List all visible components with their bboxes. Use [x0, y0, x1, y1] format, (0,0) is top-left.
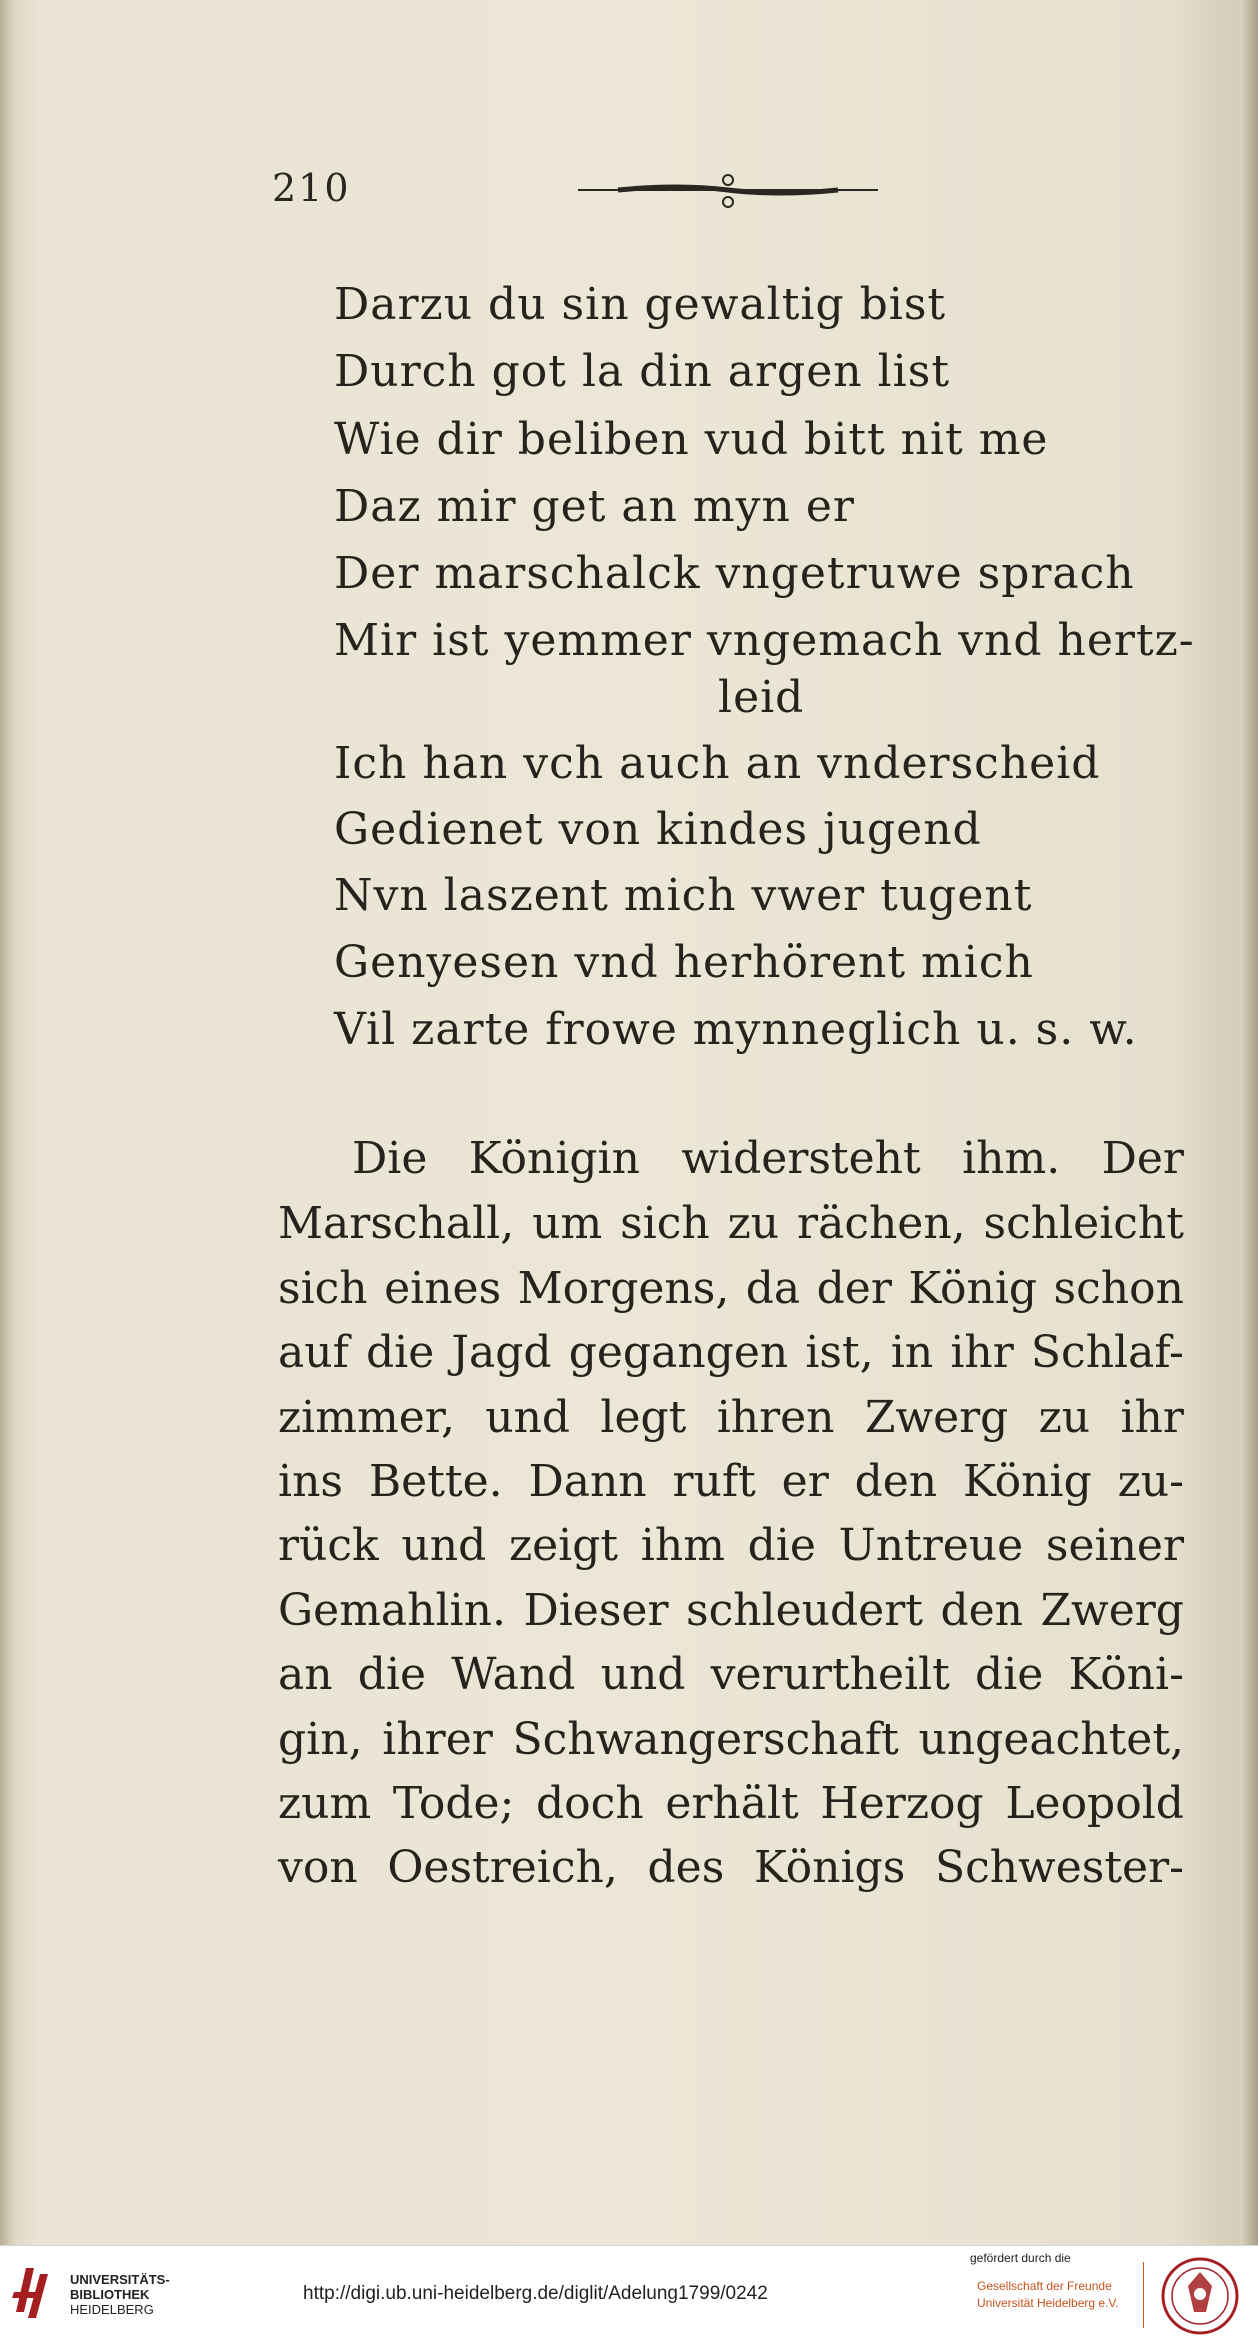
- sponsor-name-line: Gesellschaft der Freunde: [977, 2279, 1112, 2293]
- permalink-url[interactable]: http://digi.ub.uni-heidelberg.de/diglit/Adelung1799/0242: [303, 2283, 768, 2304]
- word: sich: [620, 1198, 710, 1249]
- page-number: 210: [272, 166, 351, 210]
- prose-line: [278, 1585, 1184, 1636]
- word: erhält: [665, 1778, 799, 1829]
- verse-line: Nvn laszent mich vwer tugent: [334, 870, 1033, 921]
- word: Bette.: [368, 1456, 503, 1507]
- word: Marschall,: [278, 1198, 515, 1249]
- page-edge-left: [0, 0, 14, 2245]
- verse-line: Daz mir get an myn er: [334, 481, 855, 532]
- word: seiner: [1045, 1520, 1184, 1571]
- prose-line: [278, 1392, 1184, 1443]
- library-name-line: BIBLIOTHEK: [70, 2287, 150, 2302]
- word: Gemahlin.: [278, 1585, 506, 1636]
- word: Königin: [468, 1133, 640, 1184]
- prose-line: [278, 1456, 1184, 1507]
- prose-line: [278, 1327, 1184, 1378]
- sponsor-divider: [1143, 2262, 1144, 2328]
- library-name: [70, 2272, 170, 2317]
- prose-line: [278, 1714, 1184, 1765]
- university-library-logo-icon: [12, 2262, 60, 2324]
- word: um: [532, 1198, 603, 1249]
- verse-line: Durch got la din argen list: [334, 346, 950, 397]
- word: den: [940, 1585, 1023, 1636]
- university-seal-icon: [1160, 2256, 1240, 2336]
- word: an: [278, 1649, 333, 1700]
- word: ruft: [672, 1456, 756, 1507]
- word: rächen,: [797, 1198, 966, 1249]
- word: und: [600, 1649, 686, 1700]
- prose-line: [278, 1778, 1184, 1829]
- prose-line: [278, 1520, 1184, 1571]
- word: auf: [278, 1327, 349, 1378]
- prose-line: [278, 1649, 1184, 1700]
- sponsor-label: gefördert durch die: [970, 2251, 1071, 2265]
- word: Schlaf-: [1030, 1327, 1184, 1378]
- word: ist,: [805, 1327, 874, 1378]
- word: ihr: [1120, 1392, 1184, 1443]
- word: die: [747, 1520, 816, 1571]
- word: und: [401, 1520, 487, 1571]
- prose-line: [278, 1842, 1184, 1893]
- word: Herzog: [820, 1778, 984, 1829]
- word: Wand: [451, 1649, 576, 1700]
- verse-line: Wie dir beliben vud bitt nit me: [334, 414, 1049, 465]
- word: zeigt: [508, 1520, 619, 1571]
- word: Morgens,: [517, 1263, 730, 1314]
- word: zimmer,: [278, 1392, 455, 1443]
- verse-line: leid: [718, 672, 805, 723]
- word: Zwerg: [1040, 1585, 1184, 1636]
- word: Oestreich,: [387, 1842, 618, 1893]
- verse-line: Ich han vch auch an vnderscheid: [334, 738, 1101, 789]
- word: Jagd: [451, 1327, 552, 1378]
- word: ins: [278, 1456, 343, 1507]
- word: zum: [278, 1778, 372, 1829]
- word: schleicht: [983, 1198, 1184, 1249]
- word: und: [485, 1392, 571, 1443]
- word: Leopold: [1005, 1778, 1184, 1829]
- word: zu-: [1117, 1456, 1184, 1507]
- word: da: [745, 1263, 801, 1314]
- prose-line: [352, 1133, 1184, 1184]
- word: König: [962, 1456, 1092, 1507]
- ornament-rule-icon: [578, 172, 878, 212]
- word: gegangen: [568, 1327, 789, 1378]
- word: sich: [278, 1263, 368, 1314]
- word: Schwester-: [934, 1842, 1184, 1893]
- word: Dann: [528, 1456, 647, 1507]
- word: die: [975, 1649, 1044, 1700]
- word: ungeachtet,: [918, 1714, 1184, 1765]
- verse-line: Vil zarte frowe mynneglich u. s. w.: [334, 1004, 1138, 1055]
- word: ihrer: [382, 1714, 493, 1765]
- verse-line: Darzu du sin gewaltig bist: [334, 279, 947, 330]
- page-edge-right: [1240, 0, 1258, 2245]
- word: gin,: [278, 1714, 363, 1765]
- sponsor-name: [977, 2278, 1119, 2312]
- word: Der: [1101, 1133, 1184, 1184]
- word: die: [365, 1327, 435, 1378]
- verse-line: Mir ist yemmer vngemach vnd hertz-: [334, 615, 1195, 666]
- word: Tode;: [392, 1778, 515, 1829]
- word: schleudert: [686, 1585, 923, 1636]
- word: widersteht: [681, 1133, 921, 1184]
- word: zu: [727, 1198, 780, 1249]
- word: ihr: [950, 1327, 1014, 1378]
- word: Schwangerschaft: [512, 1714, 899, 1765]
- word: des: [647, 1842, 725, 1893]
- word: eines: [384, 1263, 502, 1314]
- word: König: [908, 1263, 1038, 1314]
- word: rück: [278, 1520, 379, 1571]
- word: von: [278, 1842, 358, 1893]
- word: legt: [600, 1392, 687, 1443]
- word: ihm: [640, 1520, 725, 1571]
- word: schon: [1053, 1263, 1184, 1314]
- prose-line: [278, 1198, 1184, 1249]
- word: die: [357, 1649, 427, 1700]
- word: den: [854, 1456, 938, 1507]
- library-name-line: HEIDELBERG: [70, 2302, 154, 2317]
- verse-line: Der marschalck vngetruwe sprach: [334, 548, 1135, 599]
- word: Die: [352, 1133, 428, 1184]
- word: Köni-: [1068, 1649, 1184, 1700]
- word: Zwerg: [864, 1392, 1009, 1443]
- word: doch: [536, 1778, 644, 1829]
- word: ihren: [716, 1392, 835, 1443]
- word: verurtheilt: [710, 1649, 950, 1700]
- word: zu: [1038, 1392, 1091, 1443]
- word: Königs: [753, 1842, 906, 1893]
- library-name-line: UNIVERSITÄTS-: [70, 2272, 170, 2287]
- prose-line: [278, 1263, 1184, 1314]
- verse-line: Genyesen vnd herhörent mich: [334, 937, 1034, 988]
- word: er: [781, 1456, 829, 1507]
- sponsor-name-line: Universität Heidelberg e.V.: [977, 2296, 1119, 2310]
- word: der: [816, 1263, 892, 1314]
- verse-line: Gedienet von kindes jugend: [334, 804, 982, 855]
- word: Dieser: [523, 1585, 669, 1636]
- word: ihm.: [962, 1133, 1061, 1184]
- word: Untreue: [838, 1520, 1024, 1571]
- word: in: [890, 1327, 934, 1378]
